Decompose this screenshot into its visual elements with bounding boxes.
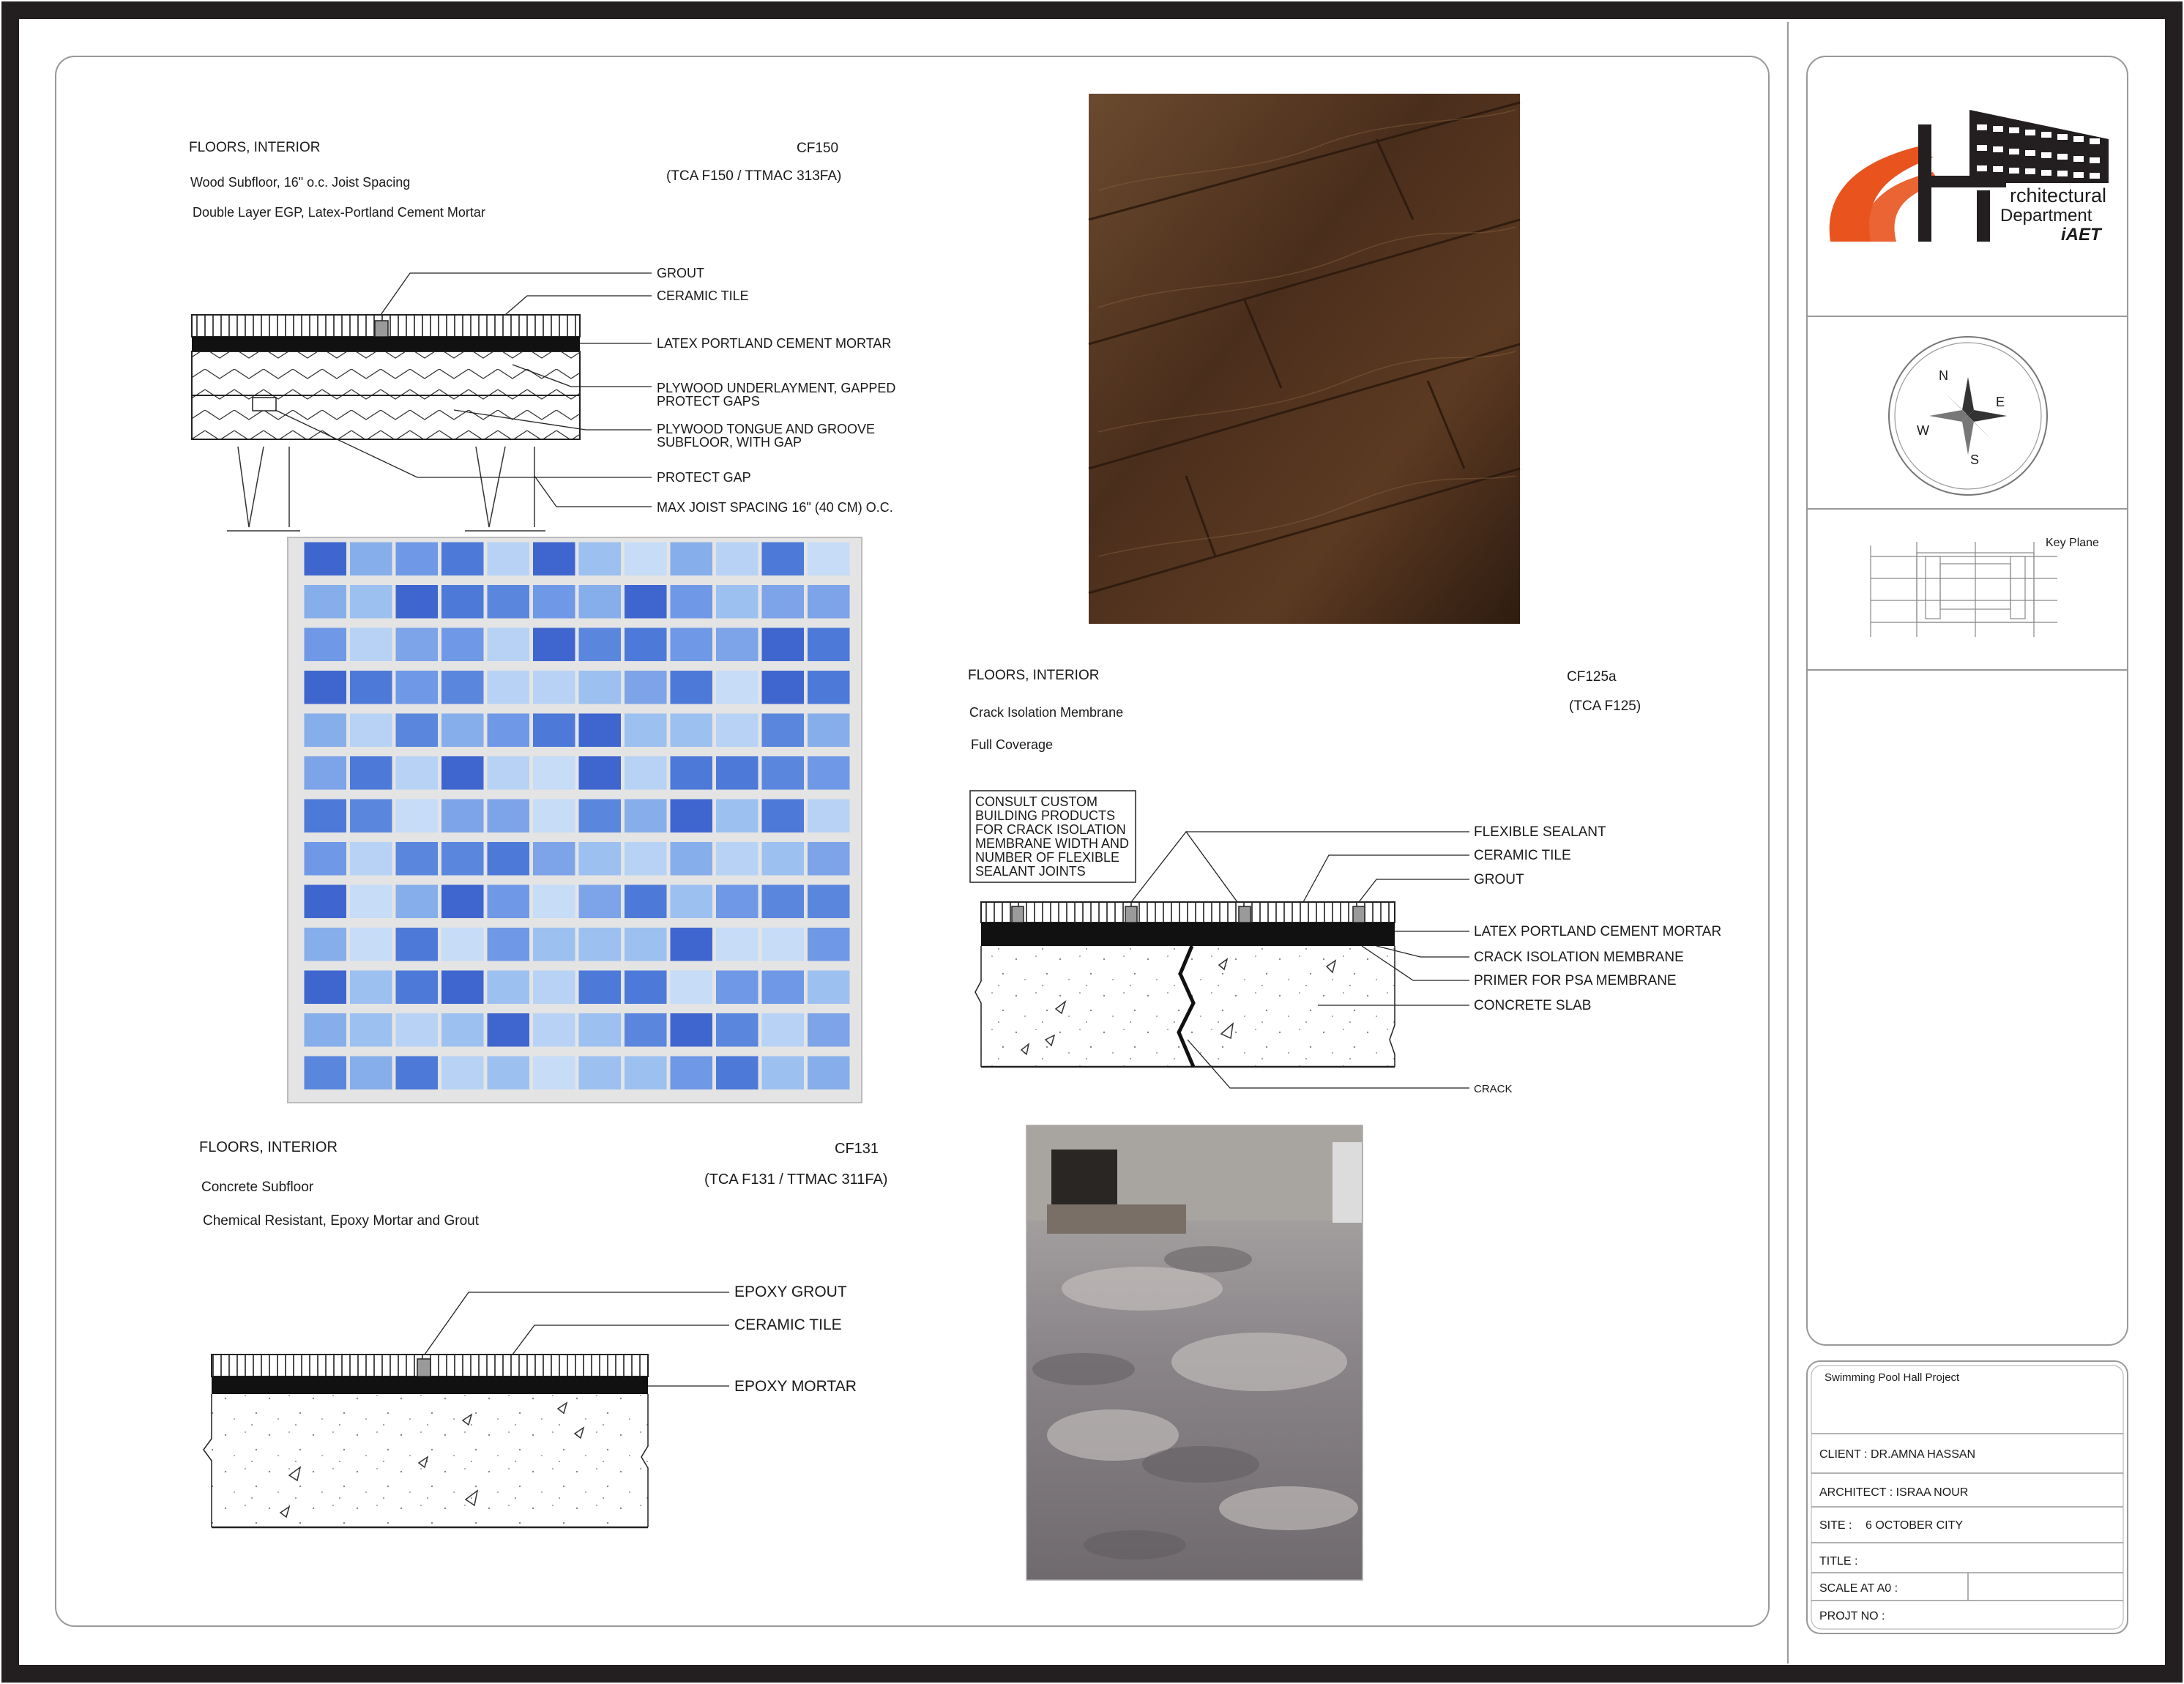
mosaic-tile — [305, 628, 347, 662]
mosaic-tile — [625, 928, 667, 961]
mosaic-tile — [808, 842, 850, 876]
mosaic-tile — [716, 756, 759, 790]
mosaic-tile — [762, 543, 805, 576]
mosaic-tile — [808, 800, 850, 833]
mosaic-tile — [533, 885, 575, 919]
mosaic-tile — [533, 842, 575, 876]
mosaic-tile — [305, 585, 347, 619]
mosaic-tile — [716, 543, 759, 576]
cf125a-callout-crack: CRACK — [1474, 1083, 1513, 1095]
north-compass — [1889, 337, 2047, 495]
compass-north-needle-icon — [1962, 377, 1974, 416]
mosaic-tile — [533, 585, 575, 619]
mosaic-tile — [396, 928, 439, 961]
cf125a-callout-sealant: FLEXIBLE SEALANT — [1474, 824, 1606, 840]
title-block-site-label: SITE : — [1819, 1519, 1852, 1532]
mosaic-tile — [441, 756, 484, 790]
title-block-title: TITLE : — [1819, 1555, 1858, 1568]
mosaic-tile — [579, 628, 622, 662]
mosaic-tile — [488, 543, 530, 576]
mosaic-tile — [625, 1013, 667, 1047]
mosaic-tile — [716, 671, 759, 704]
mosaic-tile — [625, 671, 667, 704]
mosaic-tile — [808, 1057, 850, 1090]
mosaic-tile — [350, 543, 392, 576]
title-block — [1807, 1361, 2128, 1633]
cf131-section — [204, 1292, 729, 1527]
logo-mark: iAET — [2061, 225, 2101, 245]
logo-line1: rchitectural — [2010, 185, 2107, 206]
mosaic-tile — [305, 1057, 347, 1090]
mosaic-tile — [488, 585, 530, 619]
cf150-code: CF150 — [797, 141, 839, 156]
mosaic-tile — [350, 714, 392, 748]
key-plane — [1871, 537, 2099, 637]
mosaic-tile — [488, 628, 530, 662]
mosaic-tile — [808, 543, 850, 576]
mosaic-tile — [671, 928, 713, 961]
mosaic-tile — [625, 714, 667, 748]
mosaic-tile — [716, 971, 759, 1005]
mosaic-tile — [305, 971, 347, 1005]
cf125a-note-2: BUILDING PRODUCTS — [975, 808, 1116, 823]
title-block-scale: SCALE AT A0 : — [1819, 1582, 1898, 1595]
mosaic-tile — [808, 756, 850, 790]
title-block-architect: ARCHITECT : ISRAA NOUR — [1819, 1486, 1969, 1499]
mosaic-tile — [533, 971, 575, 1005]
cf150-callout-mortar: LATEX PORTLAND CEMENT MORTAR — [657, 336, 892, 351]
mosaic-tile — [579, 1013, 622, 1047]
cf125a-note-4: MEMBRANE WIDTH AND — [975, 836, 1130, 851]
mosaic-tile — [396, 628, 439, 662]
compass-s: S — [1970, 452, 1980, 467]
compass-e: E — [1996, 395, 2005, 409]
mosaic-tile — [488, 885, 530, 919]
mosaic-tile — [488, 800, 530, 833]
cf150-callout-subfloor: PLYWOOD TONGUE AND GROOVE — [657, 422, 876, 436]
mosaic-tile — [808, 585, 850, 619]
title-strip — [1807, 56, 2128, 1345]
mosaic-tile — [716, 800, 759, 833]
mosaic-tile-photo — [288, 537, 862, 1103]
mosaic-tile — [808, 1013, 850, 1047]
mosaic-tile — [533, 800, 575, 833]
mosaic-tile — [716, 928, 759, 961]
mosaic-tile — [762, 628, 805, 662]
mosaic-tile — [305, 543, 347, 576]
cf150-callout-grout: GROUT — [657, 266, 704, 280]
cf131-code: CF131 — [835, 1141, 879, 1157]
cf125a-note-box — [970, 791, 1136, 882]
cf131-line2: Chemical Resistant, Epoxy Mortar and Grout — [203, 1213, 479, 1229]
mosaic-tile — [396, 714, 439, 748]
mosaic-tile — [579, 543, 622, 576]
mosaic-tile — [671, 971, 713, 1005]
mosaic-tile — [396, 543, 439, 576]
mosaic-tile — [762, 885, 805, 919]
mosaic-tile — [671, 756, 713, 790]
mosaic-tile — [762, 928, 805, 961]
mosaic-tile — [671, 1057, 713, 1090]
mosaic-tile — [488, 971, 530, 1005]
cf131-callout-epoxy-grout: EPOXY GROUT — [734, 1284, 847, 1300]
mosaic-tile — [488, 671, 530, 704]
cf150-callout-protect-gaps: PROTECT GAPS — [657, 394, 760, 409]
mosaic-tile — [533, 628, 575, 662]
wood-floor-photo — [1089, 94, 1520, 624]
mosaic-tile — [488, 928, 530, 961]
mosaic-tile — [762, 756, 805, 790]
mosaic-tile — [441, 714, 484, 748]
cf131-heading: FLOORS, INTERIOR — [199, 1139, 338, 1155]
cf150-callout-underlayment: PLYWOOD UNDERLAYMENT, GAPPED — [657, 381, 896, 395]
mosaic-tile — [305, 800, 347, 833]
mosaic-tile — [762, 1013, 805, 1047]
mosaic-tile — [716, 1013, 759, 1047]
mosaic-tile — [350, 971, 392, 1005]
mosaic-tile — [625, 756, 667, 790]
mosaic-tile — [762, 714, 805, 748]
title-block-client: CLIENT : DR.AMNA HASSAN — [1819, 1448, 1976, 1461]
cf125a-note-5: NUMBER OF FLEXIBLE — [975, 850, 1120, 865]
mosaic-tile — [808, 928, 850, 961]
mosaic-tile — [671, 543, 713, 576]
mosaic-tile — [350, 671, 392, 704]
mosaic-tile — [808, 885, 850, 919]
cf125a-line2: Full Coverage — [971, 737, 1054, 752]
mosaic-tile — [305, 671, 347, 704]
mosaic-tile — [396, 885, 439, 919]
cf125a-code: CF125a — [1567, 669, 1617, 685]
mosaic-tile — [305, 1013, 347, 1047]
cf125a-callout-primer: PRIMER FOR PSA MEMBRANE — [1474, 973, 1677, 988]
mosaic-tile — [533, 1057, 575, 1090]
mosaic-tile — [533, 756, 575, 790]
compass-w: W — [1917, 423, 1929, 438]
key-plane-drawing — [1871, 542, 2057, 637]
title-block-project: Swimming Pool Hall Project — [1825, 1371, 1960, 1384]
mosaic-tile — [579, 1057, 622, 1090]
mosaic-tile — [671, 714, 713, 748]
cf125a-note-6: SEALANT JOINTS — [975, 864, 1086, 879]
mosaic-tile — [396, 585, 439, 619]
title-block-project-no: PROJT NO : — [1819, 1610, 1885, 1622]
title-block-site-value: 6 OCTOBER CITY — [1866, 1519, 1964, 1532]
mosaic-tile — [305, 885, 347, 919]
mosaic-tile — [396, 971, 439, 1005]
cf150-line2: Double Layer EGP, Latex-Portland Cement Mortar — [193, 205, 485, 220]
cf125a-line1: Crack Isolation Membrane — [969, 705, 1124, 720]
mosaic-tile — [350, 928, 392, 961]
mosaic-tile — [625, 885, 667, 919]
mosaic-tile — [671, 800, 713, 833]
mosaic-tile — [625, 800, 667, 833]
mosaic-tile — [579, 842, 622, 876]
mosaic-tile — [441, 928, 484, 961]
mosaic-tile — [533, 1013, 575, 1047]
cf125a-callout-mortar: LATEX PORTLAND CEMENT MORTAR — [1474, 924, 1722, 939]
mosaic-tile — [441, 1057, 484, 1090]
mosaic-tile — [671, 628, 713, 662]
cf150-callout-joist-spacing: MAX JOIST SPACING 16" (40 CM) O.C. — [657, 500, 893, 515]
mosaic-tile — [625, 585, 667, 619]
mosaic-tile — [350, 628, 392, 662]
mosaic-tile — [625, 628, 667, 662]
mosaic-tile — [808, 628, 850, 662]
mosaic-tile — [808, 971, 850, 1005]
mosaic-tile — [441, 971, 484, 1005]
mosaic-tile — [441, 585, 484, 619]
mosaic-tile — [305, 714, 347, 748]
mosaic-tile — [716, 585, 759, 619]
mosaic-tile — [808, 671, 850, 704]
cf125a-callout-grout: GROUT — [1474, 872, 1524, 887]
mosaic-tile — [488, 756, 530, 790]
cf150-callout-ceramic-tile: CERAMIC TILE — [657, 288, 749, 303]
cf150-callout-subfloor-gap: SUBFLOOR, WITH GAP — [657, 435, 802, 450]
cf125a-note-1: CONSULT CUSTOM — [975, 794, 1098, 809]
mosaic-tile — [350, 585, 392, 619]
cf125a-callout-membrane: CRACK ISOLATION MEMBRANE — [1474, 950, 1684, 965]
mosaic-tile — [396, 1057, 439, 1090]
mosaic-tile — [579, 671, 622, 704]
mosaic-tile — [350, 1013, 392, 1047]
compass-n: N — [1939, 368, 1948, 383]
mosaic-tile — [350, 756, 392, 790]
mosaic-tile — [350, 842, 392, 876]
mosaic-tile — [396, 671, 439, 704]
mosaic-tile — [396, 800, 439, 833]
cf131-callout-ceramic-tile: CERAMIC TILE — [734, 1316, 842, 1333]
mosaic-tile — [488, 1057, 530, 1090]
mosaic-tile — [441, 885, 484, 919]
mosaic-tile — [762, 971, 805, 1005]
mosaic-tile — [350, 885, 392, 919]
mosaic-tile — [671, 671, 713, 704]
mosaic-tile — [579, 928, 622, 961]
cf125a-ref: (TCA F125) — [1569, 698, 1641, 714]
logo-line2: Department — [2000, 206, 2092, 226]
mosaic-tile — [579, 800, 622, 833]
mosaic-tile — [441, 842, 484, 876]
mosaic-tile — [762, 585, 805, 619]
mosaic-tile — [716, 1057, 759, 1090]
mosaic-tile — [716, 885, 759, 919]
mosaic-tile — [579, 714, 622, 748]
mosaic-tile — [396, 1013, 439, 1047]
mosaic-tile — [625, 971, 667, 1005]
mosaic-tile — [441, 628, 484, 662]
detail-cf131 — [199, 1139, 887, 1527]
cf150-section — [192, 273, 652, 531]
polished-concrete-photo — [1026, 1125, 1363, 1580]
mosaic-tile — [533, 928, 575, 961]
cf150-line1: Wood Subfloor, 16" o.c. Joist Spacing — [190, 175, 411, 190]
mosaic-tile — [396, 756, 439, 790]
mosaic-tile — [671, 842, 713, 876]
mosaic-tile — [350, 800, 392, 833]
mosaic-tile — [488, 842, 530, 876]
cf150-callout-protect-gap: PROTECT GAP — [657, 470, 751, 485]
mosaic-tile — [625, 842, 667, 876]
mosaic-tile — [350, 1057, 392, 1090]
mosaic-tile — [579, 885, 622, 919]
mosaic-tile — [488, 1013, 530, 1047]
mosaic-tile — [441, 671, 484, 704]
mosaic-tile — [625, 543, 667, 576]
key-plane-label: Key Plane — [2046, 537, 2099, 549]
mosaic-tile — [488, 714, 530, 748]
cf125a-note-3: FOR CRACK ISOLATION — [975, 822, 1126, 837]
mosaic-tile — [305, 928, 347, 961]
mosaic-tile — [762, 1057, 805, 1090]
cf150-ref: (TCA F150 / TTMAC 313FA) — [666, 168, 842, 184]
cf150-heading: FLOORS, INTERIOR — [189, 140, 321, 155]
mosaic-tile — [441, 543, 484, 576]
mosaic-tile — [579, 971, 622, 1005]
mosaic-tile — [762, 842, 805, 876]
cf131-callout-epoxy-mortar: EPOXY MORTAR — [734, 1378, 857, 1395]
cf131-line1: Concrete Subfloor — [201, 1180, 314, 1195]
mosaic-tile — [579, 756, 622, 790]
mosaic-tile — [762, 800, 805, 833]
mosaic-tile — [625, 1057, 667, 1090]
mosaic-tile — [305, 842, 347, 876]
architectural-department-logo — [1830, 110, 2109, 245]
mosaic-tile — [671, 1013, 713, 1047]
mosaic-tile — [533, 543, 575, 576]
cf125a-heading: FLOORS, INTERIOR — [968, 668, 1100, 683]
mosaic-tile — [441, 1013, 484, 1047]
cf125a-callout-slab: CONCRETE SLAB — [1474, 998, 1592, 1013]
mosaic-tile — [305, 756, 347, 790]
mosaic-tile — [716, 714, 759, 748]
cf125a-callout-ceramic-tile: CERAMIC TILE — [1474, 848, 1571, 863]
detail-cf125a — [968, 668, 1721, 1095]
mosaic-tile — [579, 585, 622, 619]
mosaic-tile — [396, 842, 439, 876]
mosaic-tile — [671, 885, 713, 919]
mosaic-tile — [808, 714, 850, 748]
mosaic-tile — [533, 671, 575, 704]
detail-cf150 — [189, 140, 895, 531]
mosaic-tile — [533, 714, 575, 748]
mosaic-tile — [716, 842, 759, 876]
mosaic-tile — [762, 671, 805, 704]
mosaic-tile — [716, 628, 759, 662]
mosaic-tile — [671, 585, 713, 619]
mosaic-tile — [441, 800, 484, 833]
cf131-ref: (TCA F131 / TTMAC 311FA) — [704, 1171, 888, 1188]
